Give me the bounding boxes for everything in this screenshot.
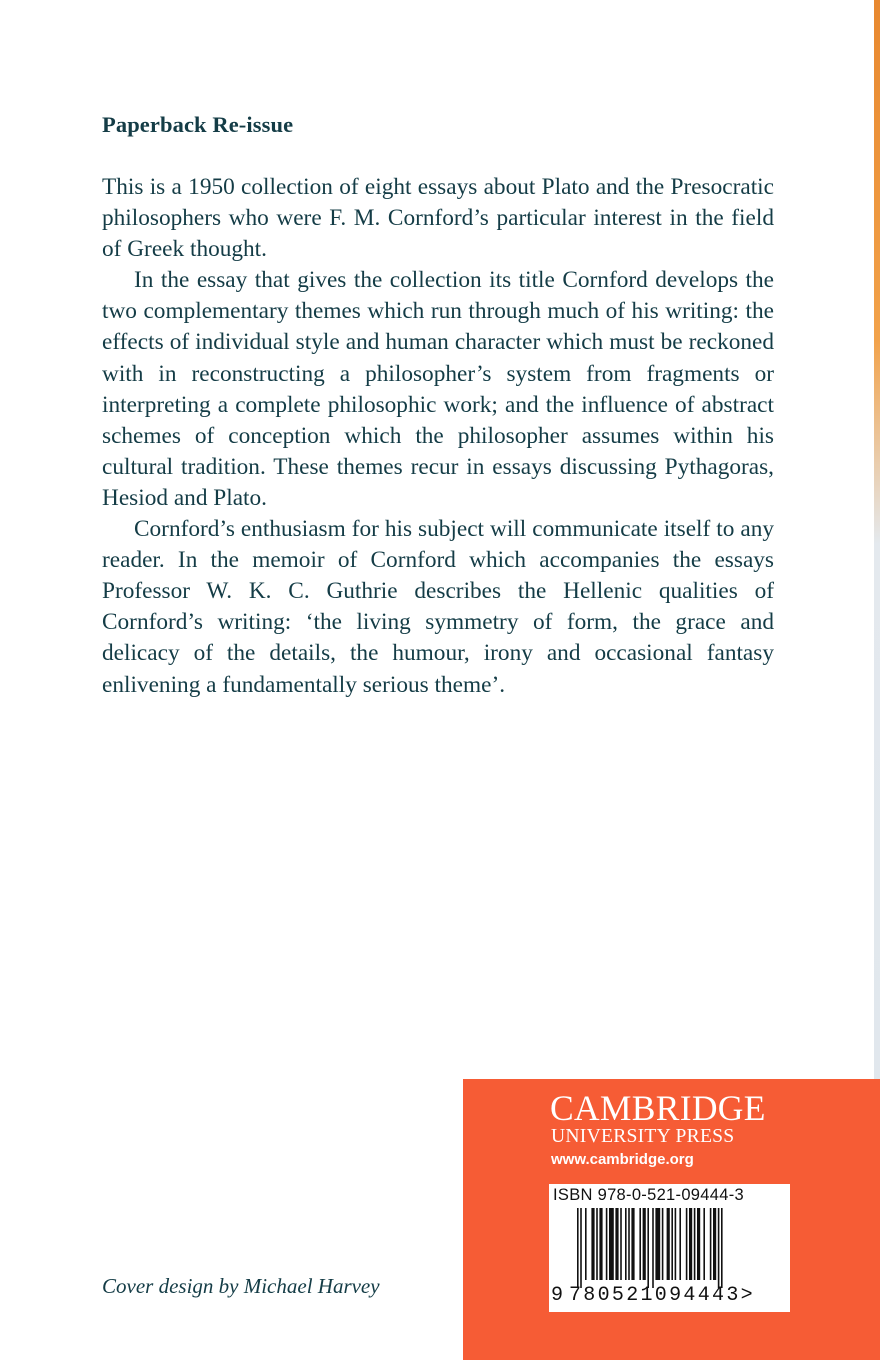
- barcode-bar: [585, 1208, 587, 1280]
- isbn-barcode: [549, 1184, 790, 1312]
- barcode-bar: [631, 1208, 634, 1280]
- blurb-text-block: [102, 112, 774, 701]
- barcode-bar: [647, 1208, 649, 1288]
- barcode-bar: [652, 1208, 654, 1288]
- publisher-url: www.cambridge.org: [551, 1151, 694, 1168]
- ean-digits: 780521094443>: [569, 1284, 755, 1307]
- barcode-bar: [655, 1208, 660, 1280]
- barcode-bar: [606, 1208, 608, 1280]
- barcode-bar: [591, 1208, 594, 1280]
- blurb-heading: Paperback Re-issue: [102, 112, 294, 137]
- barcode-bar: [679, 1208, 681, 1280]
- barcode-bar: [710, 1208, 712, 1280]
- barcode-bar: [596, 1208, 598, 1280]
- blurb-paragraph-3: Cornford’s enthusiasm for his subject will communicate itself to any reader. In the memoir of Cornford which accompanies the essays Professor W. K. C. Guthrie describes the Hellenic qualities of Cornford’s writing: ‘the living symmetry of form, the grace and delicacy of the details, the humour, irony and occasional fantasy enlivening a fundamentally serious theme’.: [102, 516, 774, 698]
- publisher-logo-subtitle: UNIVERSITY PRESS: [551, 1126, 735, 1147]
- barcode-bar: [703, 1208, 705, 1280]
- blurb-paragraph-1: This is a 1950 collection of eight essays about Plato and the Presocratic philosophers who were F. M. Cornford’s particular interest in the field of Greek thought.: [102, 174, 774, 263]
- barcode-bars: [549, 1208, 790, 1288]
- barcode-bar: [697, 1208, 700, 1280]
- barcode-bar: [577, 1208, 579, 1288]
- ean-first-digit: 9: [551, 1284, 564, 1307]
- barcode-bar: [718, 1208, 720, 1288]
- barcode-bar: [713, 1208, 716, 1280]
- barcode-bar: [643, 1208, 646, 1280]
- barcode-bar: [671, 1208, 673, 1280]
- barcode-bar: [694, 1208, 696, 1280]
- barcode-bar: [639, 1208, 641, 1280]
- barcode-bar: [609, 1208, 614, 1280]
- cover-design-credit: Cover design by Michael Harvey: [102, 1274, 380, 1298]
- barcode-bar: [689, 1208, 692, 1280]
- barcode-bar: [599, 1208, 602, 1280]
- barcode-bar: [721, 1208, 723, 1288]
- barcode-bar: [625, 1208, 627, 1280]
- barcode-bar: [628, 1208, 630, 1280]
- publisher-logo-name: CAMBRIDGE: [550, 1088, 766, 1128]
- barcode-bar: [667, 1208, 670, 1280]
- blurb-paragraph-2: In the essay that gives the collection its title Cornford develops the two complementary themes which run through much of his writing: the effects of individual style and human character which must be reckoned with in reconstructing a philosopher’s system from fragments or interpreting a complete philosophic work; and the influence of abstract schemes of conception which the philosopher assumes within his cultural tradition. These themes recur in essays discussing Pythagoras, Hesiod and Plato.: [102, 267, 774, 511]
- barcode-bar: [615, 1208, 618, 1280]
- barcode-bar: [686, 1208, 688, 1280]
- isbn-label: ISBN 978-0-521-09444-3: [553, 1186, 744, 1204]
- barcode-bar: [620, 1208, 622, 1280]
- barcode-bar: [580, 1208, 582, 1288]
- barcode-bar: [662, 1208, 664, 1280]
- barcode-bar: [675, 1208, 677, 1280]
